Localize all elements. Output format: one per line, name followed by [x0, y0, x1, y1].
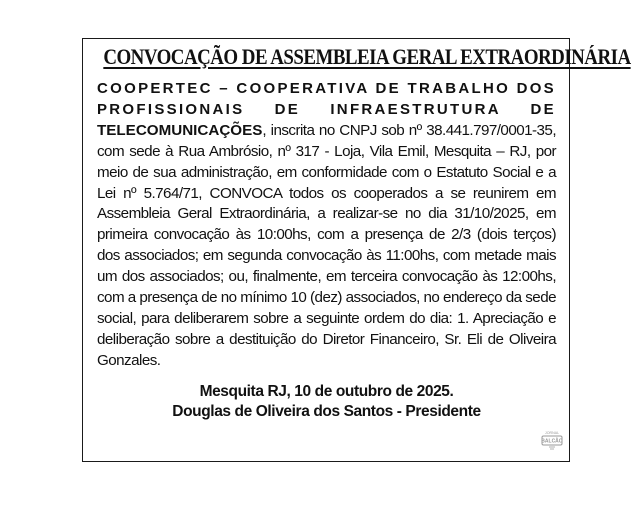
- stamp-line-1: JORNAL: [544, 431, 560, 435]
- org-name-line-3: TELECOMUNICAÇÕES: [97, 121, 263, 139]
- signoff: [97, 382, 556, 422]
- legal-notice: [82, 38, 631, 462]
- notice-title: CONVOCAÇÃO DE ASSEMBLEIA GERAL EXTRAORDINÁRIA: [103, 44, 631, 69]
- place-date: Mesquita RJ, 10 de outubro de 2025.: [199, 382, 454, 400]
- notice-body-text: , inscrita no CNPJ sob nº 38.441.797/0001-35, com sede à Rua Ambrósio, nº 317 - Loja, Vila Emil, Mesquita – RJ, por meio de sua administração, em conformidade com o Estatuto Social e a Lei nº 5.764/71, CONVOCA todos os cooperados a se reunirem em Assembleia Geral Extraordinária, a realizar-se no dia 31/10/2025, em primeira convocação às 10:00hs, com a presença de 2/3 (dois terços) dos associados; em segunda convocação às 11:00hs, com metade mais um dos associados; ou, finalmente, em terceira convocação às 12:00hs, com a presença de no mínimo 10 (dez) associados, no endereço da sede social, para deliberarem sobre a seguinte ordem do dia: 1. Apreciação e deliberação sobre a destituição do Diretor Financeiro, Sr. Eli de Oliveira Gonzales.: [97, 121, 556, 369]
- notice-body: [97, 79, 556, 372]
- org-name-line-2: PROFISSIONAIS DE INFRAESTRUTURA DE: [97, 100, 556, 118]
- signature: Douglas de Oliveira dos Santos - Presidente: [172, 402, 481, 420]
- stamp-line-2: BALCÃO: [541, 438, 563, 445]
- newspaper-seal-icon: [541, 429, 563, 451]
- org-name-line-1: COOPERTEC – COOPERATIVA DE TRABALHO DOS: [97, 80, 556, 97]
